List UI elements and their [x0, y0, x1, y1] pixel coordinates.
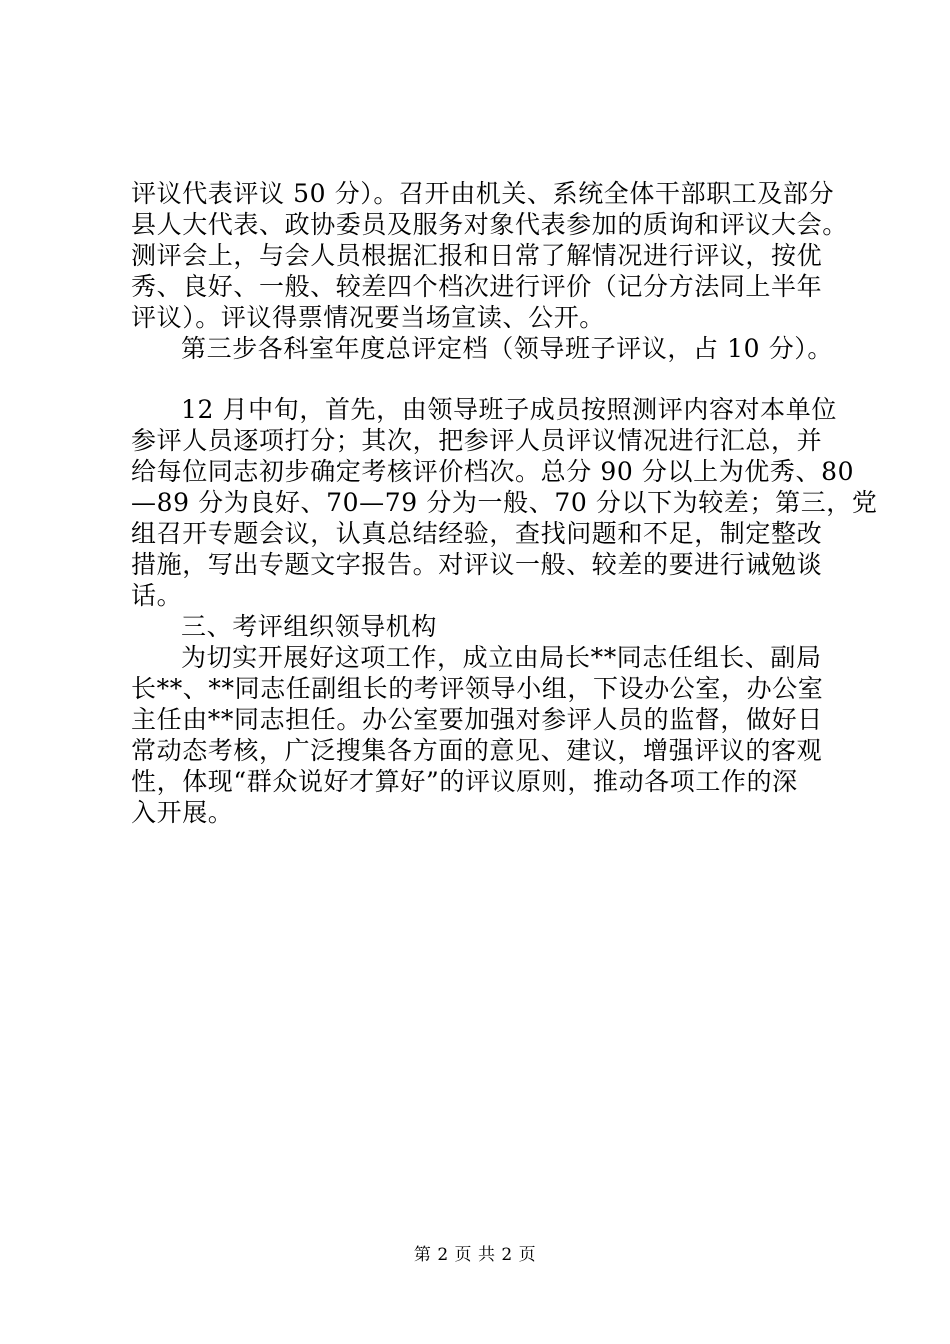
body-line: 秀、良好、一般、较差四个档次进行评价（记分方法同上半年	[131, 272, 823, 301]
body-line: 常动态考核，广泛搜集各方面的意见、建议，增强评议的客观	[131, 736, 823, 765]
body-line: 评议）。评议得票情况要当场宣读、公开。	[131, 303, 605, 332]
body-line: 入开展。	[131, 798, 234, 827]
body-line: 性，体现“群众说好才算好”的评议原则，推动各项工作的深	[131, 767, 798, 796]
section-heading: 三、考评组织领导机构	[181, 612, 438, 641]
body-line: 话。	[131, 581, 183, 610]
body-line: 组召开专题会议，认真总结经验，查找问题和不足，制定整改	[131, 519, 823, 548]
body-line: 措施，写出专题文字报告。对评议一般、较差的要进行诫勉谈	[131, 550, 823, 579]
body-line: 长**、**同志任副组长的考评领导小组，下设办公室，办公室	[131, 674, 824, 703]
body-line: 参评人员逐项打分；其次，把参评人员评议情况进行汇总，并	[131, 426, 823, 455]
body-line: —89 分为良好、70—79 分为一般、70 分以下为较差；第三，党	[131, 488, 878, 517]
body-line: 给每位同志初步确定考核评价档次。总分 90 分以上为优秀、80	[131, 457, 855, 486]
body-line: 评议代表评议 50 分）。召开由机关、系统全体干部职工及部分	[131, 179, 835, 208]
page-number-footer: 第 2 页 共 2 页	[413, 1245, 537, 1265]
body-line: 12 月中旬，首先，由领导班子成员按照测评内容对本单位	[181, 395, 837, 424]
body-line: 第三步各科室年度总评定档（领导班子评议，占 10 分）。	[181, 334, 834, 363]
body-line: 测评会上，与会人员根据汇报和日常了解情况进行评议，按优	[131, 241, 823, 270]
body-line: 主任由**同志担任。办公室要加强对参评人员的监督，做好日	[131, 705, 823, 734]
body-line: 县人大代表、政协委员及服务对象代表参加的质询和评议大会。	[131, 210, 848, 239]
body-line: 为切实开展好这项工作，成立由局长**同志任组长、副局	[181, 643, 822, 672]
